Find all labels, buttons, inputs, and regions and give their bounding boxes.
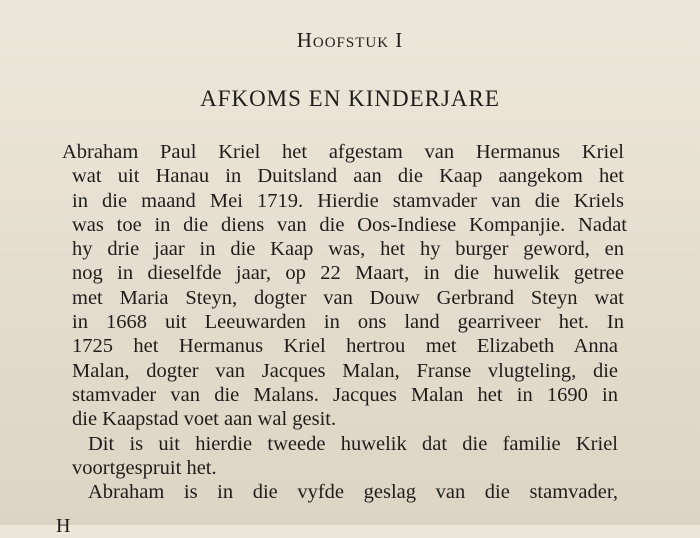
text-line: Dit is uit hierdie tweede huwelik dat die familie Kriel bbox=[88, 432, 618, 455]
text-line: Malan, dogter van Jacques Malan, Franse vlugteling, die bbox=[72, 359, 618, 382]
cutoff-line-fragment: H bbox=[56, 515, 71, 537]
body-text bbox=[62, 140, 627, 504]
text-line: die Kaapstad voet aan wal gesit. bbox=[72, 408, 337, 431]
text-line: in die maand Mei 1719. Hierdie stamvader van die Kriels bbox=[72, 189, 624, 212]
text-line: 1725 het Hermanus Kriel hertrou met Elizabeth Anna bbox=[72, 335, 618, 358]
text-line: stamvader van die Malans. Jacques Malan het in 1690 in bbox=[72, 383, 618, 406]
text-line: wat uit Hanau in Duitsland aan die Kaap aangekom het bbox=[72, 165, 624, 188]
chapter-label: Hoofstuk I bbox=[296, 28, 404, 52]
chapter-title: AFKOMS EN KINDERJARE bbox=[200, 86, 500, 111]
text-line: was toe in die diens van die Oos-Indiese Kompanjie. Nadat bbox=[72, 213, 627, 236]
text-line: voortgespruit het. bbox=[72, 456, 217, 479]
text-line: nog in dieselfde jaar, op 22 Maart, in die huwelik getree bbox=[72, 262, 624, 285]
text-line: Abraham Paul Kriel het afgestam van Hermanus Kriel bbox=[62, 141, 624, 163]
text-line: Abraham is in die vyfde geslag van die stamvader, bbox=[88, 481, 618, 504]
text-line: hy drie jaar in die Kaap was, het hy burger geword, en bbox=[72, 238, 624, 261]
text-line: in 1668 uit Leeuwarden in ons land gearriveer het. In bbox=[72, 311, 624, 334]
text-line: met Maria Steyn, dogter van Douw Gerbrand Steyn wat bbox=[72, 286, 624, 309]
